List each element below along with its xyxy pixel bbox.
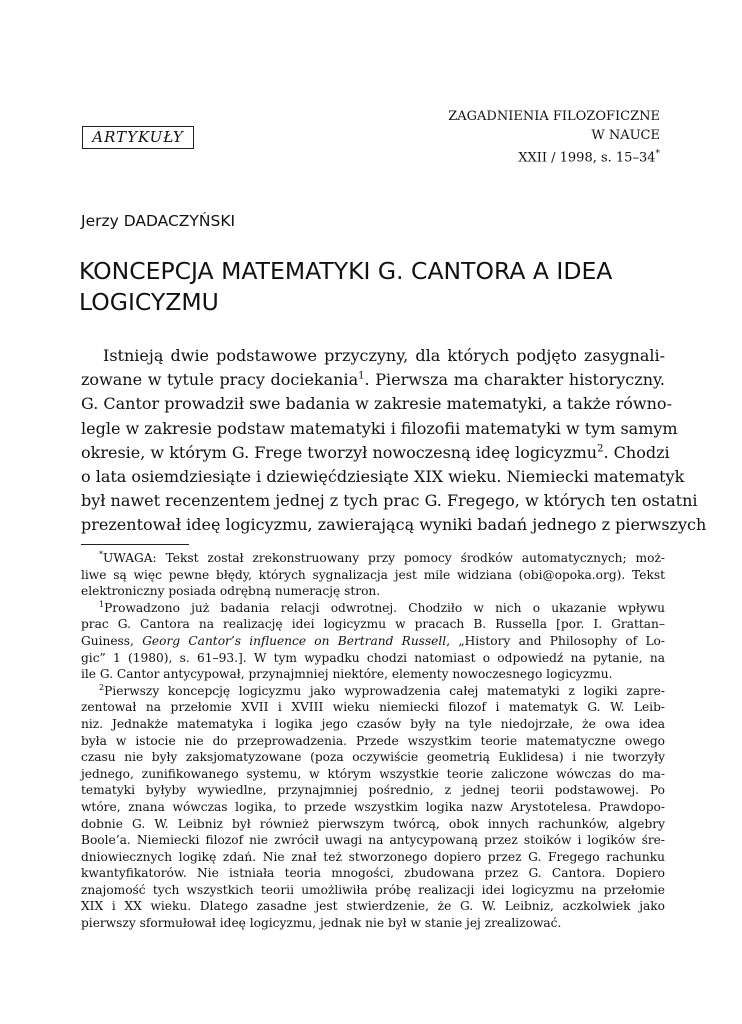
footnote-text: Pierwszy koncepcję logicyzmu jako wyprowadzenia całej matematyki z logiki zapre- (104, 683, 665, 698)
footnote-line: kwantyfikatorów. Nie istniała teoria mnogości, zbudowana przez G. Cantora. Dopiero (81, 866, 665, 881)
body-line (81, 441, 670, 465)
footnote-mark: 1 (99, 599, 105, 609)
footnote-text: , „History and Philosophy of Lo- (446, 633, 665, 648)
footnote-line (81, 600, 665, 617)
body-text-segment: okresie, w którym G. Frege tworzył nowoczesną ideę logicyzmu (81, 442, 598, 462)
footnote-line: czasu nie były zaksjomatyzowane (poza oczywiście geometrią Euklidesa) i nie tworzyły (81, 750, 665, 765)
journal-issue: XXII / 1998, s. 15–34 (518, 150, 656, 166)
title-line: KONCEPCJA MATEMATYKI G. CANTORA A IDEA (79, 257, 613, 285)
body-line: o lata osiemdziesiąte i dziewięćdziesiąte XIX wieku. Niemiecki matematyk (81, 467, 685, 487)
journal-header (340, 108, 660, 168)
article-title (79, 256, 679, 318)
journal-name: ZAGADNIENIA FILOZOFICZNE (448, 109, 660, 124)
footnote-star (81, 550, 665, 600)
footnote-line (81, 633, 665, 650)
author-name: Jerzy DADACZYŃSKI (81, 212, 236, 230)
body-line: prezentował ideę logicyzmu, zawierającą wyniki badań jednego z pierwszych (81, 515, 707, 535)
footnote-line: wtóre, znana wówczas logika, to przede wszystkim logika nazw Arystotelesa. Prawdopo- (81, 799, 665, 814)
cited-work-title: Georg Cantor’s influence on Bertrand Russell (142, 633, 447, 648)
footnote-line: prac G. Cantora na realizację idei logicyzmu w pracach B. Russella [por. I. Grattan– (81, 617, 665, 632)
journal-issue-line (340, 145, 660, 168)
footnote-line (81, 683, 665, 700)
body-text-segment: . Chodzi (603, 442, 670, 462)
footnote-text: UWAGA: Tekst został zrekonstruowany przy pomocy środków automatycznych; moż- (103, 551, 665, 565)
footnote-separator (81, 544, 189, 545)
footnote-mark: * (99, 549, 103, 559)
body-line: G. Cantor prowadził swe badania w zakresie matematyki, a także równo- (81, 394, 672, 414)
issue-footnote-mark: * (655, 149, 660, 159)
footnote-line: pierwszy sformułował ideę logicyzmu, jednak nie był w stanie jej zrealizować. (81, 916, 562, 931)
body-line (81, 368, 665, 392)
footnote-text: Prowadzono już badania relacji odwrotnej. Chodziło w nich o ukazanie wpływu (104, 600, 665, 615)
footnote-line: tematyki byłyby wywiedlne, przynajmniej pośrednio, z jednej teorii podstawowej. Po (81, 783, 665, 798)
footnote-line: Boole’a. Niemiecki filozof nie zwrócił uwagi na antycypowaną przez stoików i logików śre- (81, 833, 665, 848)
footnote-line: elektroniczny posiada odrębną numerację stron. (81, 584, 381, 599)
body-line: legle w zakresie podstaw matematyki i filozofii matematyki w tym samym (81, 418, 678, 438)
footnote-line: zentował na przełomie XVII i XVIII wieku niemiecki filozof i matematyk G. W. Leib- (81, 700, 665, 715)
footnote-text: Guiness, (81, 633, 143, 648)
footnote-line: była w istocie nie do przeprowadzenia. Przede wszystkim teorie matematyczne owego (81, 733, 665, 748)
footnote-line: liwe są więc pewne błędy, których sygnalizacja jest mile widziana (obi@opoka.org). Tekst (81, 567, 665, 582)
footnote-line: dobnie G. W. Leibniz był również pierwszym twórcą, obok innych rachunków, algebry (81, 816, 665, 831)
section-label: ARTYKUŁY (82, 126, 194, 149)
footnote-1 (81, 600, 665, 683)
footnote-line: jednego, zunifikowanego systemu, w którym wszystkie teorie zaliczone wówczas do ma- (81, 766, 665, 781)
footnote-line: niz. Jednakże matematyka i logika jego czasów były na tyle niedojrzałe, że owa idea (81, 716, 665, 731)
footnote-mark: 2 (99, 682, 105, 692)
footnotes (81, 550, 665, 932)
footnote-line (81, 550, 665, 567)
footnote-line: znajomość tych wszystkich teorii umożliwiła próbę realizacji idei logicyzmu na przełomie (81, 882, 665, 897)
body-text (81, 344, 707, 538)
footnote-line: ile G. Cantor antycypował, przynajmniej niektóre, elementy nowoczesnego logicyzmu. (81, 667, 613, 682)
footnote-line: dniowiecznych logikę zdań. Nie znał też stworzonego dopiero przez G. Fregego rachunku (81, 849, 665, 864)
footnote-line: XIX i XX wieku. Dlatego zasadne jest stwierdzenie, że G. W. Leibniz, aczkolwiek jako (81, 899, 665, 914)
title-line: LOGICYZMU (79, 288, 219, 316)
body-line: Istnieją dwie podstawowe przyczyny, dla których podjęto zasygnali- (103, 346, 665, 365)
journal-subtitle: W NAUCE (591, 127, 660, 143)
footnote-ref-2: 2 (597, 443, 604, 455)
body-text-segment: . Pierwsza ma charakter historyczny. (364, 370, 665, 390)
body-line: był nawet recenzentem jednej z tych prac G. Fregego, w których ten ostatni (81, 491, 698, 511)
footnote-ref-1: 1 (358, 370, 365, 382)
body-text-segment: zowane w tytule pracy dociekania (81, 370, 359, 390)
footnote-2 (81, 683, 665, 932)
footnote-line: gic” 1 (1980), s. 61–93.]. W tym wypadku chodzi natomiast o odpowiedź na pytanie, na (81, 650, 665, 665)
